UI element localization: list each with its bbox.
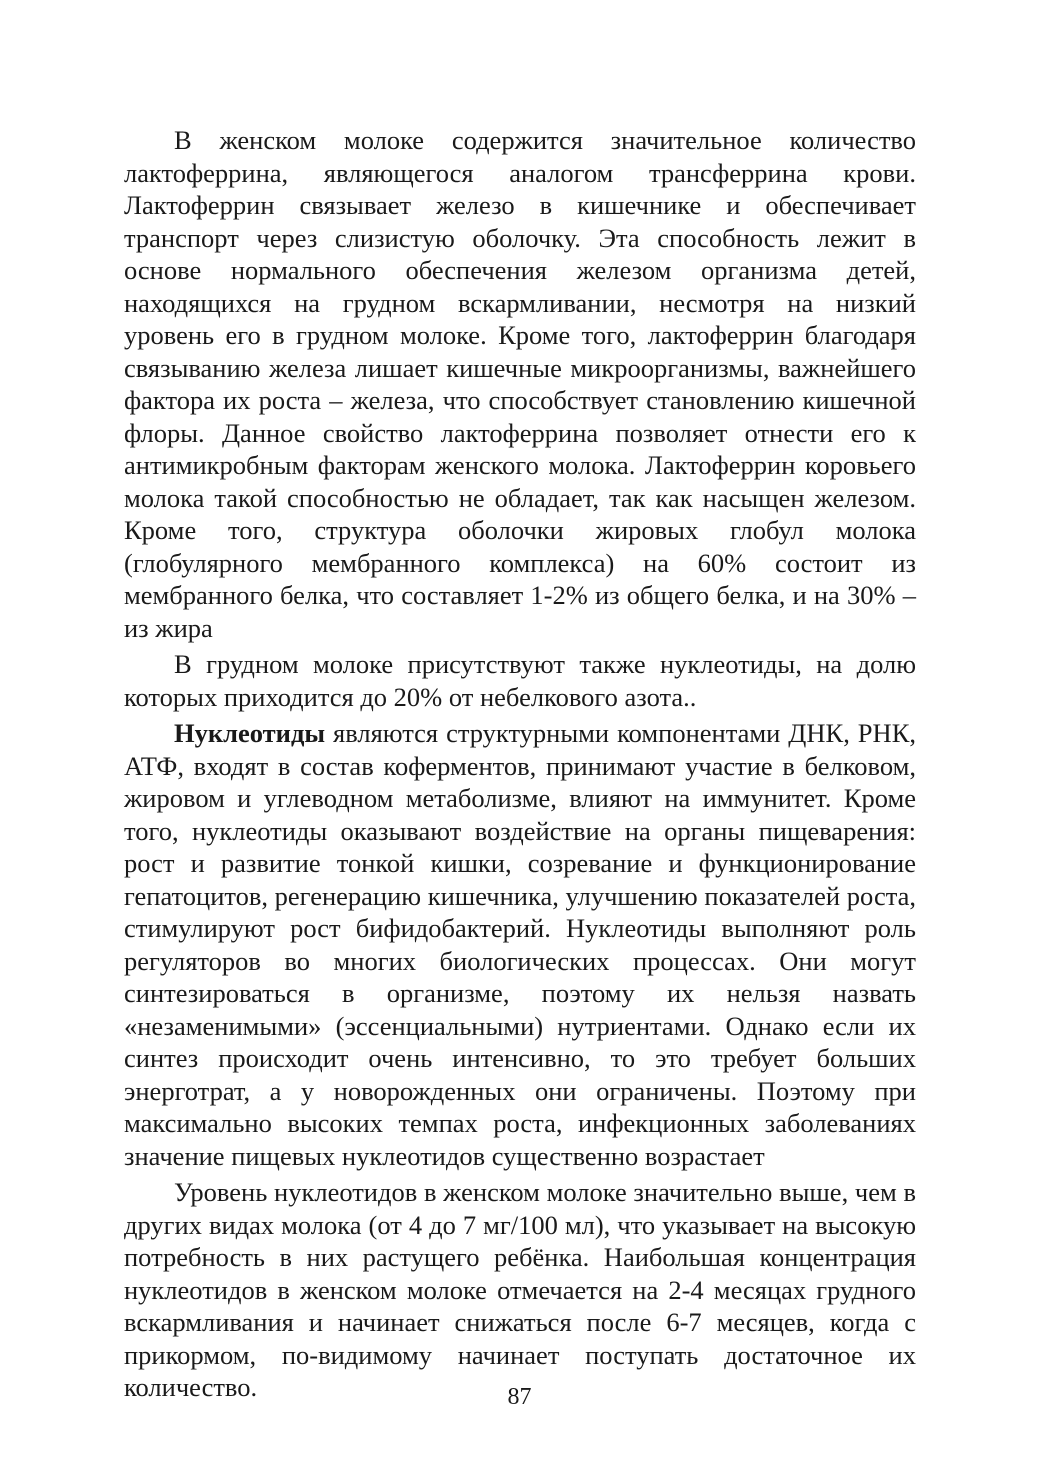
page-body xyxy=(124,124,916,1404)
paragraph-text: Уровень нуклеотидов в женском молоке значительно выше, чем в других видах молока (от 4 до 7 мг/100 мл), что указывает на высокую потребность в них растущего ребёнка. Наибольшая концентрация нуклеотидов в женском молоке отмечается на 2-4 месяцах грудного вскармливания и начинает снижаться после 6-7 месяцев, когда с прикормом, по-видимому начинает поступать достаточное их количество. xyxy=(124,1177,916,1402)
paragraph-nucleotides-definition xyxy=(124,717,916,1172)
page-number: 87 xyxy=(507,1384,532,1410)
paragraph-lactoferrin xyxy=(124,124,916,644)
paragraph-text: В грудном молоке присутствуют также нуклеотиды, на долю которых приходится до 20% от небелкового азота.. xyxy=(124,649,916,712)
paragraph-nucleotides-level xyxy=(124,1176,916,1404)
paragraph-text: В женском молоке содержится значительное количество лактоферрина, являющегося аналогом трансферрина крови. Лактоферрин связывает железо в кишечнике и обеспечивает транспорт через слизистую оболочку. Эта способность лежит в основе нормального обеспечения железом организма детей, находящихся на грудном вскармливании, несмотря на низкий уровень его в грудном молоке. Кроме того, лактоферрин благодаря связыванию железа лишает кишечные микроорганизмы, важнейшего фактора их роста – железа, что способствует становлению кишечной флоры. Данное свойство лактоферрина позволяет отнести его к антимикробным факторам женского молока. Лактоферрин коровьего молока такой способностью не обладает, так как насыщен железом. Кроме того, структура оболочки жировых глобул молока (глобулярного мембранного комплекса) на 60% состоит из мембранного белка, что составляет 1-2% из общего белка, и на 30% – из жира xyxy=(124,125,916,643)
paragraph-text: являются структурными компонентами ДНК, РНК, АТФ, входят в состав коферментов, принимают участие в белковом, жировом и углеводном метаболизме, влияют на иммунитет. Кроме того, нуклеотиды оказывают воздействие на органы пищеварения: рост и развитие тонкой кишки, созревание и функционирование гепатоцитов, регенерацию кишечника, улучшению показателей роста, стимулируют рост бифидобактерий. Нуклеотиды выполняют роль регуляторов во многих биологических процессах. Они могут синтезироваться в организме, поэтому их нельзя назвать «незаменимыми» (эссенциальными) нутриентами. Однако если их синтез происходит очень интенсивно, то это требует больших энерготрат, а у новорожденных они ограничены. Поэтому при максимально высоких темпах роста, инфекционных заболеваниях значение пищевых нуклеотидов существенно возрастает xyxy=(124,718,916,1171)
paragraph-nucleotides-intro xyxy=(124,648,916,713)
term-nucleotides: Нуклеотиды xyxy=(174,718,326,748)
